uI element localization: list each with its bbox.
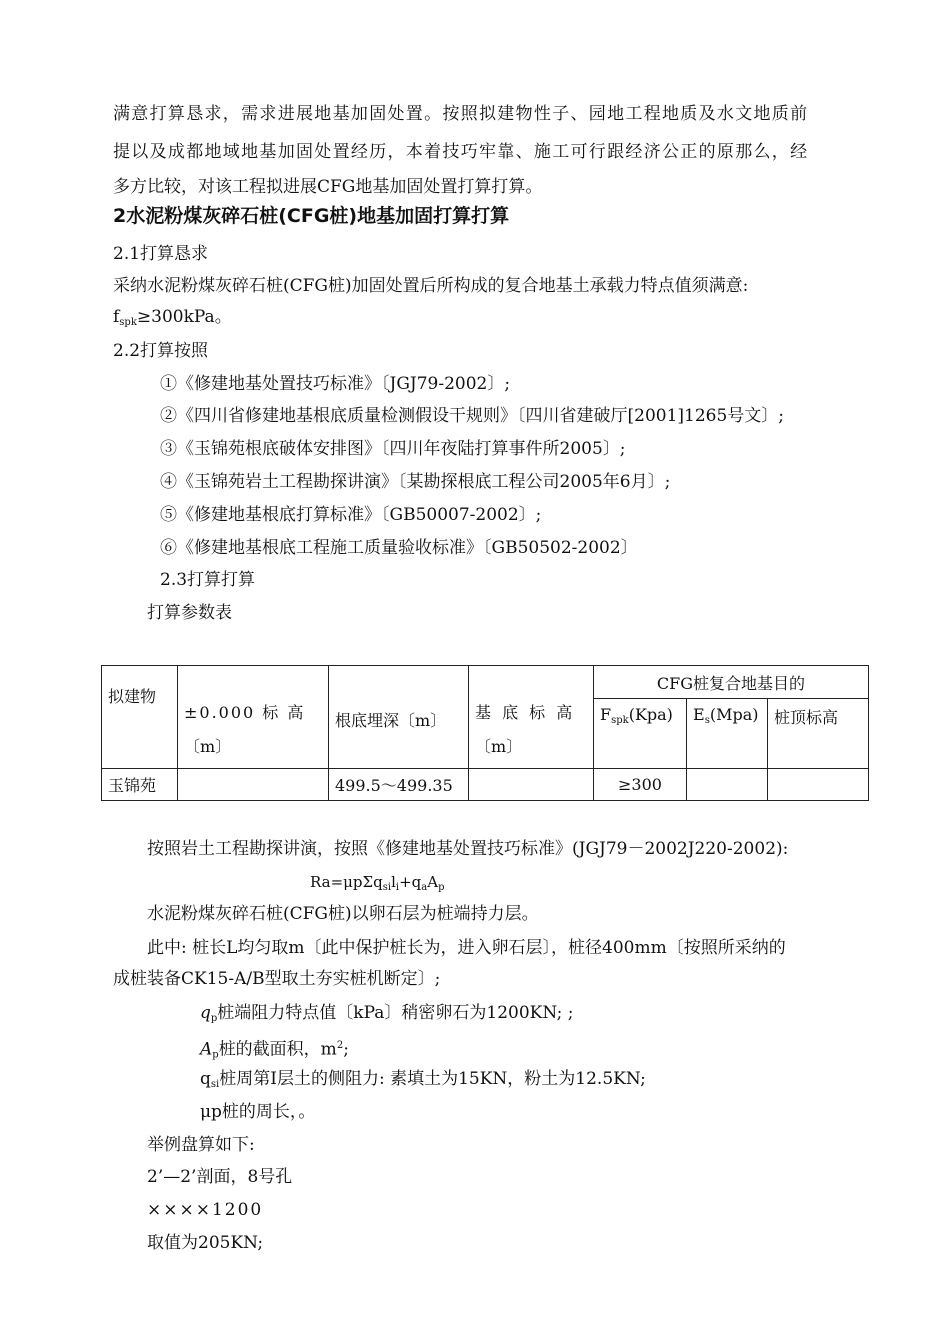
- header-cfg-targets: CFG桩复合地基目的: [594, 666, 869, 699]
- formula: [310, 871, 444, 899]
- header-es-unit: (Mpa): [709, 705, 759, 724]
- cell-depth: 499.5～499.35: [329, 769, 469, 801]
- fspk-value: ≥300kPa。: [136, 307, 232, 327]
- intro-line-2: 提以及成都地域地基加固处置经历，本着技巧牢靠、施工可行跟经济公正的原那么，经: [113, 142, 809, 162]
- header-pile-top: 桩顶标高: [768, 699, 869, 769]
- cell-fspk: ≥300: [594, 769, 687, 801]
- example-result: 取值为205KN;: [147, 1233, 264, 1253]
- formula-part: +q: [399, 873, 422, 891]
- header-fspk-sub: spk: [611, 715, 629, 726]
- section-2-3-title: 2.3打算打算: [160, 570, 256, 590]
- cell-elevation: [178, 769, 329, 801]
- reference-item: ⑥《修建地基根底工程施工质量验收标准》〔GB50502-2002〕: [160, 538, 638, 558]
- ap-sup: 2: [336, 1040, 344, 1051]
- reference-item: ⑤《修建地基根底打算标准》〔GB50007-2002〕;: [160, 505, 542, 525]
- example-section: 2’—2’剖面，8号孔: [147, 1167, 293, 1187]
- header-es: [687, 699, 768, 769]
- table-title: 打算参数表: [147, 603, 232, 623]
- table-header-row: [102, 666, 869, 699]
- header-elevation-label: ±0.000 标 高: [184, 703, 306, 722]
- formula-part: l: [391, 873, 396, 891]
- qp-symbol: q: [200, 1003, 211, 1023]
- header-depth: 根底埋深〔m〕: [329, 666, 469, 769]
- formula-sub: i: [395, 882, 400, 893]
- where-line-2: 成桩装备CK15-A/B型取土夯实桩机断定〕;: [113, 969, 441, 989]
- fspk-requirement: [113, 306, 232, 334]
- header-elevation-unit: 〔m〕: [184, 737, 232, 756]
- section-heading: 2水泥粉煤灰碎石桩(CFG桩)地基加固打算打算: [113, 205, 510, 227]
- intro-line-1: 满意打算恳求，需求进展地基加固处置。按照拟建物性子、园地工程地质及水文地质前: [113, 104, 809, 124]
- section-2-1-title: 2.1打算恳求: [113, 244, 209, 264]
- header-base-label: 基 底 标 高: [475, 703, 576, 722]
- header-fspk-symbol: F: [600, 705, 612, 724]
- ap-definition: [200, 1035, 349, 1067]
- header-fspk: [594, 699, 687, 769]
- ap-sub: p: [212, 1049, 219, 1061]
- example-multiplication: ××××1200: [147, 1200, 264, 1220]
- ap-symbol: A: [200, 1039, 213, 1060]
- qsi-definition: [200, 1068, 646, 1096]
- header-elevation: [178, 666, 329, 769]
- up-definition: μp桩的周长，。: [200, 1102, 316, 1122]
- ap-text: 桩的截面积，m: [218, 1039, 337, 1060]
- cell-es: [687, 769, 768, 801]
- formula-sub: p: [438, 882, 445, 893]
- reference-item: ②《四川省修建地基根底质量检测假设干规则》〔四川省建破厅[2001]1265号文〕;: [160, 406, 785, 426]
- header-building: 拟建物: [102, 666, 178, 769]
- section-2-2-title: 2.2打算按照: [113, 341, 209, 361]
- formula-sub: si: [382, 882, 392, 893]
- header-base-unit: 〔m〕: [475, 737, 523, 756]
- header-es-symbol: E: [693, 705, 705, 724]
- formula-part: Ra=μpΣq: [310, 873, 383, 891]
- calc-basis: 按照岩土工程勘探讲演，按照《修建地基处置技巧标准》(JGJ79－2002J220-2002):: [147, 839, 789, 859]
- header-fspk-unit: (Kpa): [628, 705, 673, 724]
- cell-pile-top: [768, 769, 869, 801]
- requirement-text: 采纳水泥粉煤灰碎石桩(CFG桩)加固处置后所构成的复合地基土承载力特点值须满意:: [113, 276, 749, 296]
- cell-base: [469, 769, 594, 801]
- fspk-symbol: f: [113, 307, 120, 327]
- qp-sub: p: [210, 1013, 218, 1024]
- formula-sub: a: [421, 882, 428, 893]
- example-intro: 举例盘算如下:: [147, 1135, 255, 1155]
- cell-building: 玉锦苑: [102, 769, 178, 801]
- header-es-sub: s: [704, 715, 710, 726]
- qsi-sub: si: [210, 1079, 220, 1090]
- where-line-1: 此中: 桩长L均匀取m〔此中保护桩长为，进入卵石层〕，桩径400mm〔按照所采纳的: [147, 938, 786, 958]
- intro-line-3: 多方比较，对该工程拟进展CFG地基加固处置打算打算。: [113, 177, 543, 197]
- fspk-subscript: spk: [119, 317, 137, 328]
- qsi-symbol: q: [200, 1069, 211, 1089]
- formula-part: A: [427, 873, 439, 891]
- qsi-text: 桩周第I层土的侧阻力: 素填土为15KN，粉土为12.5KN;: [219, 1069, 646, 1089]
- qp-text: 桩端阻力特点值〔kPa〕稍密卵石为1200KN; ;: [217, 1003, 574, 1023]
- bearing-layer: 水泥粉煤灰碎石桩(CFG桩)以卵石层为桩端持力层。: [147, 904, 539, 924]
- ap-end: ;: [343, 1039, 349, 1060]
- reference-item: ④《玉锦苑岩土工程勘探讲演》〔某勘探根底工程公司2005年6月〕;: [160, 472, 671, 492]
- reference-item: ①《修建地基处置技巧标准》〔JGJ79-2002〕;: [160, 374, 511, 394]
- parameter-table: [101, 665, 869, 801]
- qp-definition: [200, 1002, 574, 1030]
- reference-item: ③《玉锦苑根底破体安排图》〔四川年夜陆打算事件所2005〕;: [160, 439, 626, 459]
- header-base-elevation: [469, 666, 594, 769]
- table-row: [102, 769, 869, 801]
